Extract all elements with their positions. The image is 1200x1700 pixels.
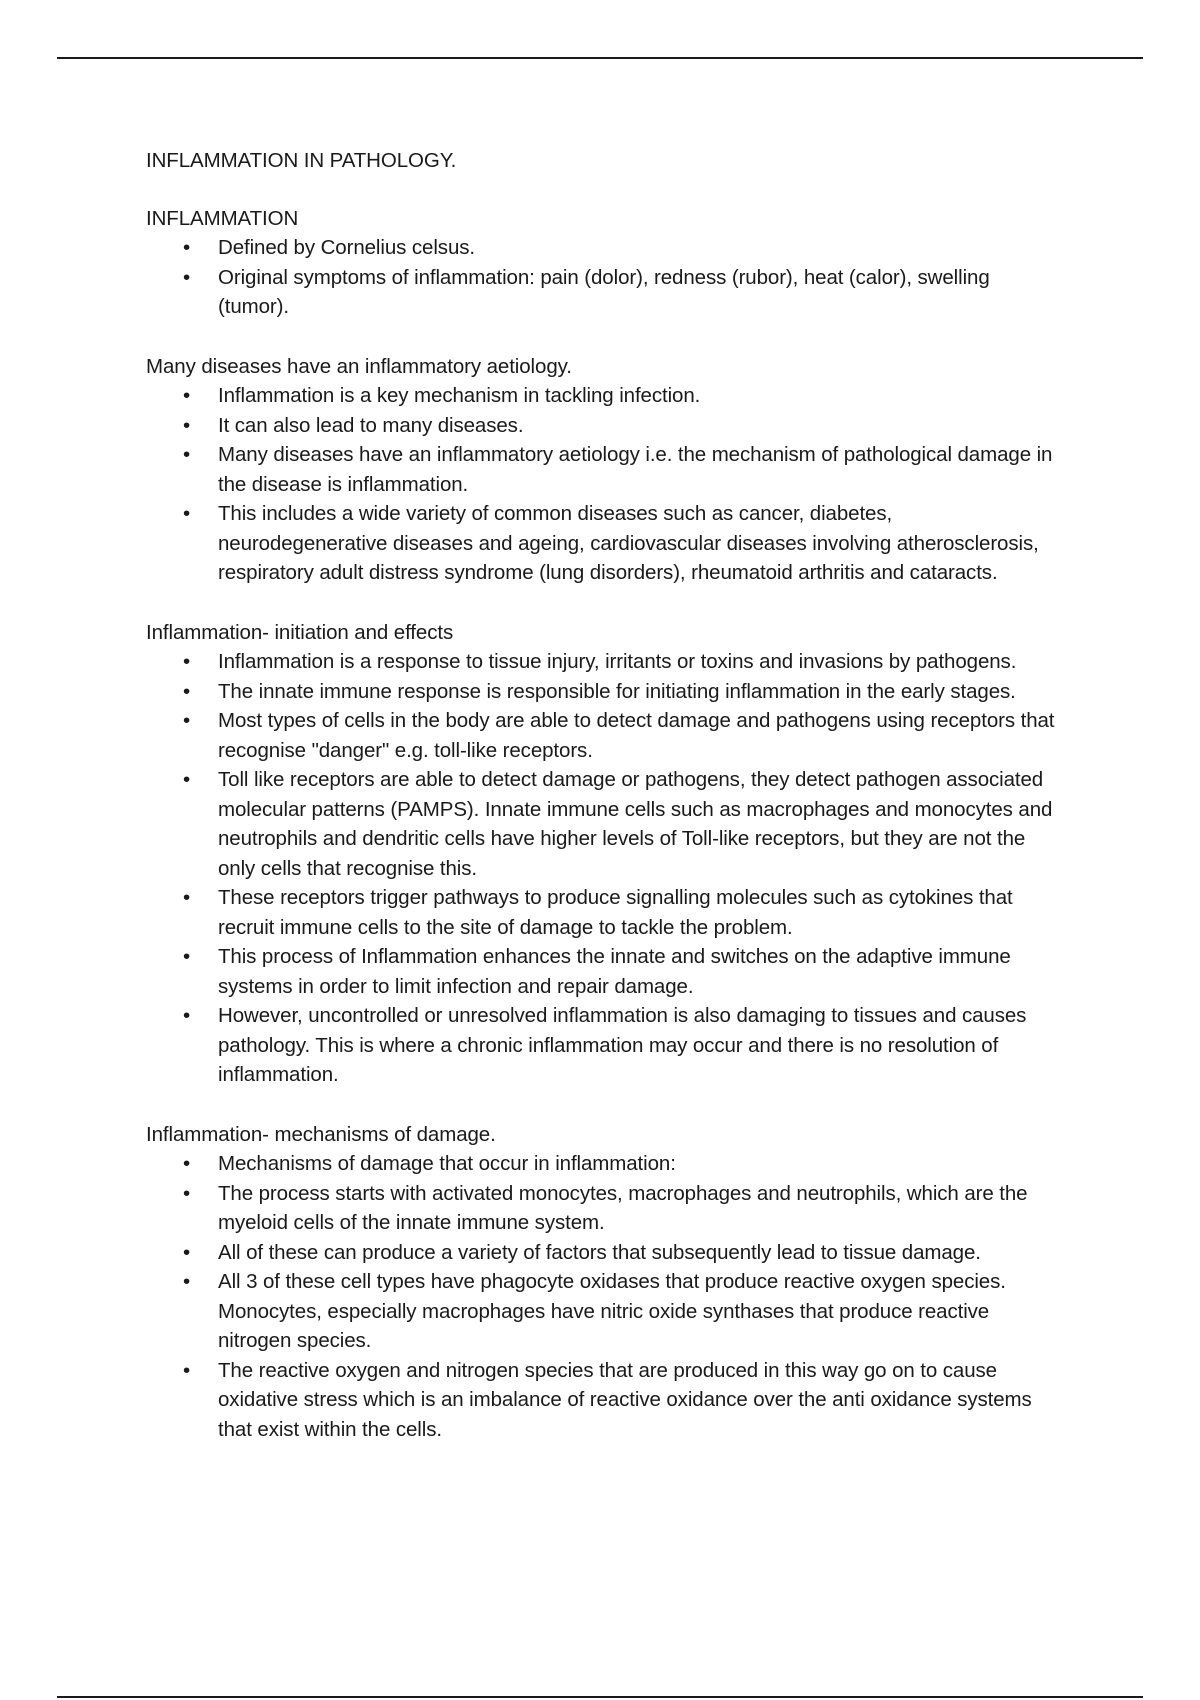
bullet-list: [146, 647, 1066, 1090]
header-rule: [57, 57, 1143, 59]
list-item: [146, 647, 1066, 677]
list-item: [146, 765, 1066, 883]
list-item-text: Inflammation is a key mechanism in tackling infection.: [218, 384, 701, 407]
document-body: [146, 146, 1066, 1474]
list-item: [146, 440, 1066, 499]
bullet-icon: •: [183, 265, 191, 289]
list-item-text: Inflammation is a response to tissue injury, irritants or toxins and invasions by pathogens.: [218, 650, 1017, 673]
list-item-text: Original symptoms of inflammation: pain (dolor), redness (rubor), heat (calor), swelling (tumor).: [218, 265, 990, 318]
bullet-icon: •: [183, 502, 191, 525]
bullet-icon: •: [183, 886, 191, 909]
bullet-icon: •: [183, 1152, 191, 1175]
section-heading: INFLAMMATION: [146, 206, 299, 230]
bullet-icon: •: [183, 1358, 191, 1382]
list-item-text: Many diseases have an inflammatory aetiology i.e. the mechanism of pathological damage in the disease is inflammation.: [218, 443, 1053, 496]
list-item: [146, 1267, 1066, 1356]
bullet-icon: •: [183, 1270, 191, 1293]
bullet-list: [146, 233, 1066, 322]
list-item-text: This includes a wide variety of common diseases such as cancer, diabetes, neurodegenerative diseases and ageing, cardiovascular diseases involving atherosclerosis, respiratory adult distress syndrome (lung disorders), rheumatoid arthritis and cataracts.: [218, 502, 1039, 584]
list-item: [146, 883, 1066, 942]
document-title: INFLAMMATION IN PATHOLOGY.: [146, 149, 457, 172]
bullet-icon: •: [183, 679, 191, 703]
list-item-text: However, uncontrolled or unresolved inflammation is also damaging to tissues and causes pathology. This is where a chronic inflammation may occur and there is no resolution of inflammation.: [218, 1004, 1027, 1086]
list-item: [146, 942, 1066, 1001]
list-item: [146, 381, 1066, 411]
list-item: [146, 1356, 1066, 1445]
list-item: [146, 1238, 1066, 1268]
list-item-text: The process starts with activated monocytes, macrophages and neutrophils, which are the myeloid cells of the innate immune system.: [218, 1181, 1028, 1234]
list-item: [146, 263, 1066, 322]
section-mechanisms-of-damage: [146, 1120, 1066, 1445]
bullet-icon: •: [183, 1181, 191, 1205]
bullet-icon: •: [183, 1004, 191, 1027]
bullet-icon: •: [183, 413, 191, 437]
list-item: [146, 1001, 1066, 1090]
list-item-text: These receptors trigger pathways to produce signalling molecules such as cytokines that recruit immune cells to the site of damage to tackle the problem.: [218, 886, 1013, 939]
bullet-icon: •: [183, 768, 191, 791]
bullet-icon: •: [183, 650, 191, 673]
list-item: [146, 1179, 1066, 1238]
list-item-text: Mechanisms of damage that occur in inflammation:: [218, 1152, 676, 1175]
list-item: [146, 706, 1066, 765]
section-heading: Inflammation- initiation and effects: [146, 620, 454, 644]
section-inflammatory-aetiology: [146, 352, 1066, 588]
section-heading: Many diseases have an inflammatory aetiology.: [146, 354, 572, 378]
bullet-icon: •: [183, 384, 191, 407]
list-item-text: All 3 of these cell types have phagocyte oxidases that produce reactive oxygen species. Monocytes, especially macrophages have nitric oxide synthases that produce reactive nitrogen species.: [218, 1270, 1006, 1352]
list-item: [146, 233, 1066, 263]
bullet-list: [146, 1149, 1066, 1444]
list-item: [146, 677, 1066, 707]
list-item-text: Most types of cells in the body are able to detect damage and pathogens using receptors that recognise "danger" e.g. toll-like receptors.: [218, 709, 1055, 762]
list-item: [146, 499, 1066, 588]
bullet-icon: •: [183, 443, 191, 466]
list-item-text: Defined by Cornelius celsus.: [218, 236, 475, 259]
bullet-icon: •: [183, 709, 191, 732]
list-item: [146, 411, 1066, 441]
section-initiation-and-effects: [146, 618, 1066, 1090]
bullet-icon: •: [183, 1240, 191, 1264]
list-item-text: This process of Inflammation enhances the innate and switches on the adaptive immune systems in order to limit infection and repair damage.: [218, 945, 1011, 998]
list-item-text: The innate immune response is responsible for initiating inflammation in the early stages.: [218, 679, 1016, 703]
list-item-text: It can also lead to many diseases.: [218, 413, 524, 437]
section-heading: Inflammation- mechanisms of damage.: [146, 1122, 496, 1146]
list-item-text: Toll like receptors are able to detect damage or pathogens, they detect pathogen associated molecular patterns (PAMPS). Innate immune cells such as macrophages and monocytes and neutrophils and dendritic cells have higher levels of Toll-like receptors, but they are not the only cells that recognise this.: [218, 768, 1053, 880]
list-item-text: All of these can produce a variety of factors that subsequently lead to tissue damage.: [218, 1240, 981, 1264]
bullet-icon: •: [183, 945, 191, 968]
section-inflammation: [146, 204, 1066, 322]
footer-rule: [57, 1696, 1143, 1698]
list-item-text: The reactive oxygen and nitrogen species that are produced in this way go on to cause oxidative stress which is an imbalance of reactive oxidance over the anti oxidance systems that exist within the cells.: [218, 1358, 1032, 1441]
list-item: [146, 1149, 1066, 1179]
bullet-icon: •: [183, 236, 191, 259]
bullet-list: [146, 381, 1066, 588]
